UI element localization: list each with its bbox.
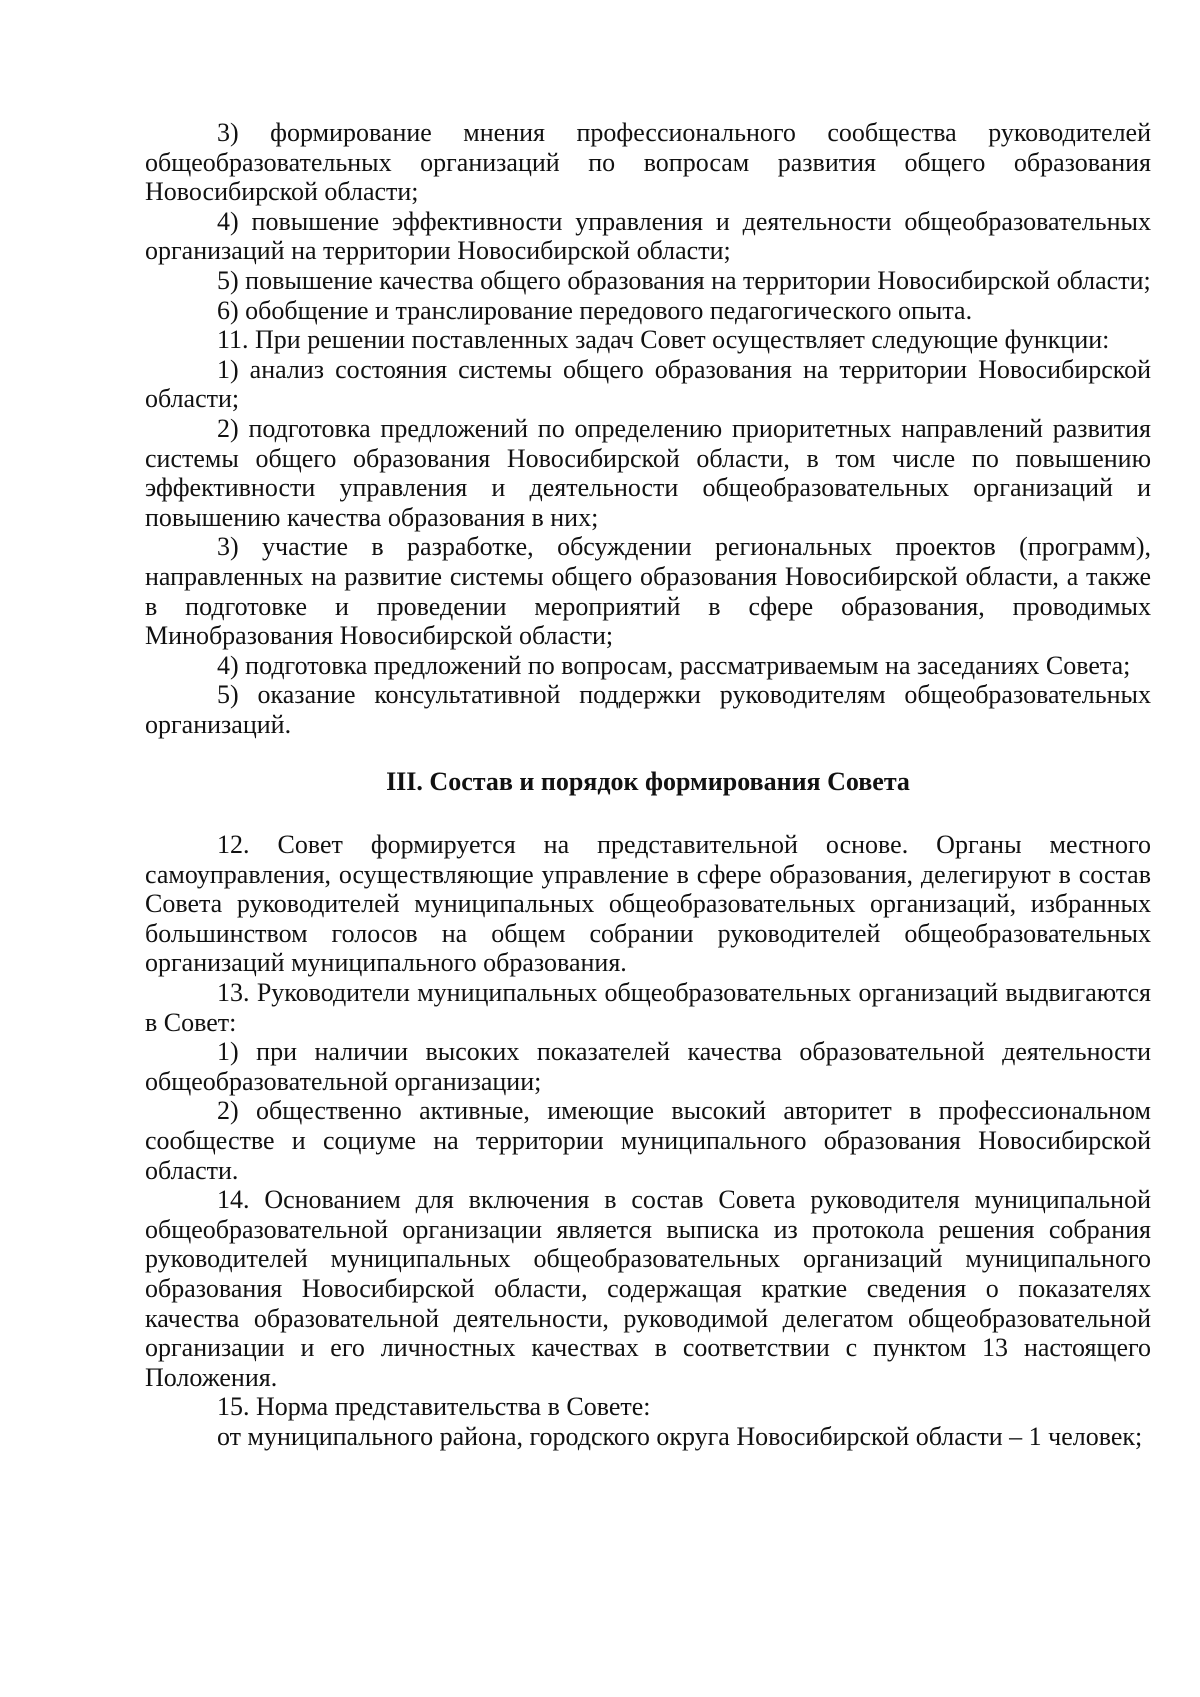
paragraph-function-3: 3) участие в разработке, обсуждении региональных проектов (программ), направленных на развитие системы общего образования Новосибирской области, а также в подготовке и проведении мероприятий в сфере образования, проводимых Минобразования Новосибирской области; xyxy=(145,532,1151,651)
paragraph-function-2: 2) подготовка предложений по определению приоритетных направлений развития системы общего образования Новосибирской области, в том числе по повышению эффективности управления и деятельности общеобразовательных организаций и повышению качества образования в них; xyxy=(145,413,1151,532)
paragraph-clause-13: 13. Руководители муниципальных общеобразовательных организаций выдвигаются в Совет: xyxy=(145,978,1151,1037)
paragraph-criterion-2: 2) общественно активные, имеющие высокий авторитет в профессиональном сообществе и социуме на территории муниципального образования Новосибирской области. xyxy=(145,1096,1151,1185)
paragraph-item-6: 6) обобщение и транслирование передового педагогического опыта. xyxy=(217,295,973,325)
paragraph-function-4: 4) подготовка предложений по вопросам, рассматриваемым на заседаниях Совета; xyxy=(217,650,1131,680)
paragraph-item-4: 4) повышение эффективности управления и деятельности общеобразовательных организаций на территории Новосибирской области; xyxy=(145,206,1151,266)
section-heading: III. Состав и порядок формирования Совета xyxy=(386,767,910,797)
paragraph-item-5: 5) повышение качества общего образования на территории Новосибирской области; xyxy=(217,265,1151,295)
paragraph-criterion-1: 1) при наличии высоких показателей качества образовательной деятельности общеобразовательной организации; xyxy=(145,1037,1151,1096)
paragraph-clause-11: 11. При решении поставленных задач Совет осуществляет следующие функции: xyxy=(217,325,1110,355)
paragraph-clause-12: 12. Совет формируется на представительной основе. Органы местного самоуправления, осуществляющие управление в сфере образования, делегируют в состав Совета руководителей муниципальных общеобразовательных организаций, избранных большинством голосов на общем собрании руководителей общеобразовательных организаций муниципального образования. xyxy=(145,830,1151,978)
paragraph-item-3: 3) формирование мнения профессионального сообщества руководителей общеобразовательных организаций по вопросам развития общего образования Новосибирской области; xyxy=(145,118,1151,207)
paragraph-representation: от муниципального района, городского округа Новосибирской области – 1 человек; xyxy=(217,1421,1143,1451)
document-page xyxy=(145,118,1151,1452)
paragraph-clause-15: 15. Норма представительства в Совете: xyxy=(217,1392,651,1422)
paragraph-function-5: 5) оказание консультативной поддержки руководителям общеобразовательных организаций. xyxy=(145,680,1151,739)
paragraph-clause-14: 14. Основанием для включения в состав Совета руководителя муниципальной общеобразовательной организации является выписка из протокола решения собрания руководителей муниципальных общеобразовательных организаций муниципального образования Новосибирской области, содержащая краткие сведения о показателях качества образовательной деятельности, руководимой делегатом общеобразовательной организации и его личностных качествах в соответствии с пунктом 13 настоящего Положения. xyxy=(145,1185,1151,1392)
paragraph-function-1: 1) анализ состояния системы общего образования на территории Новосибирской области; xyxy=(145,354,1151,414)
